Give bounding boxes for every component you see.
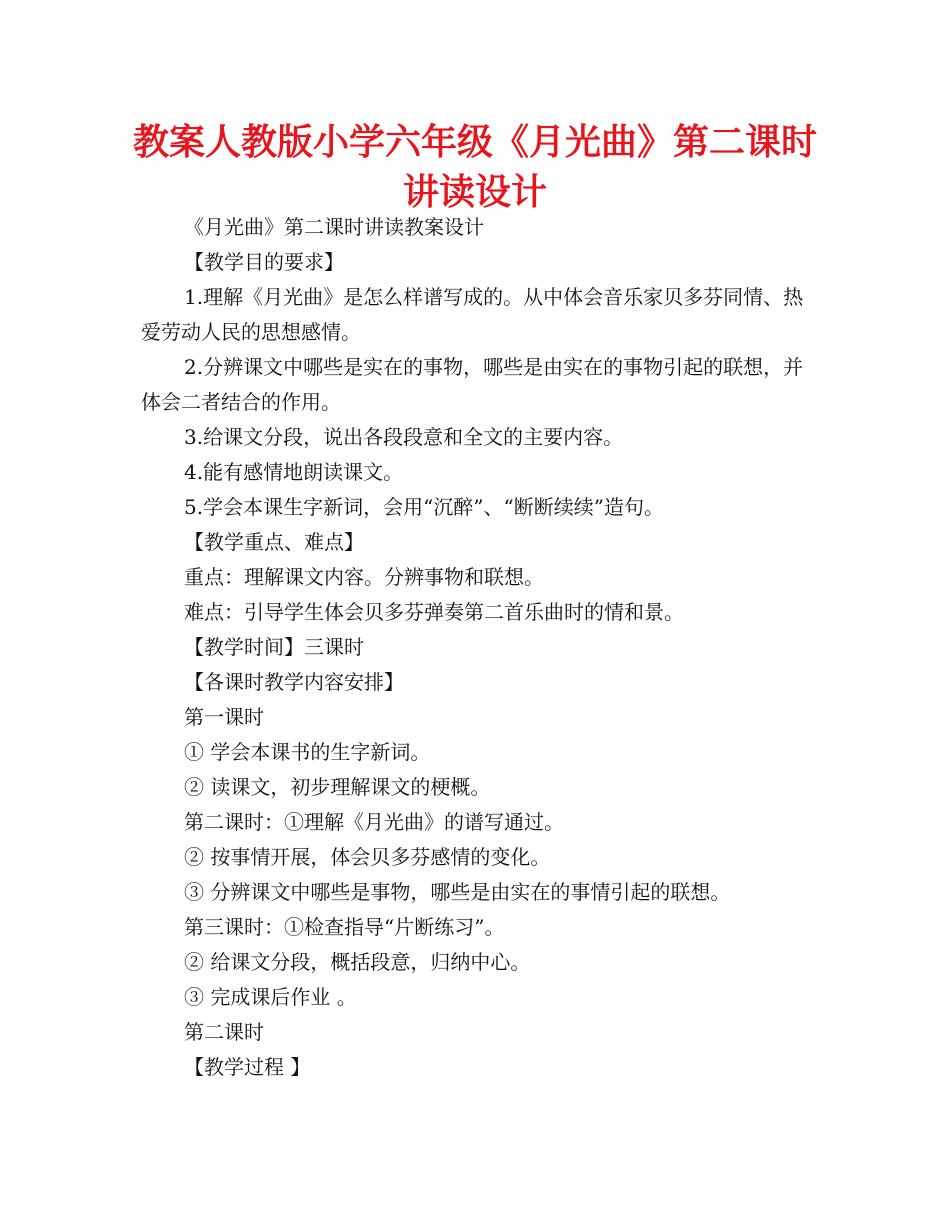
paragraph: 【教学时间】三课时 [184, 635, 364, 659]
paragraph: 2.分辨课文中哪些是实在的事物，哪些是由实在的事物引起的联想，并体会二者结合的作用。 [141, 355, 804, 414]
paragraph: ② 按事情开展，体会贝多芬感情的变化。 [184, 845, 551, 869]
document-body [141, 210, 813, 1085]
paragraph: ② 给课文分段，概括段意，归纳中心。 [184, 950, 531, 974]
paragraph: ① 学会本课书的生字新词。 [184, 740, 431, 764]
paragraph: 《月光曲》第二课时讲读教案设计 [184, 215, 484, 239]
paragraph: 【教学重点、难点】 [184, 530, 364, 554]
paragraph: ③ 分辨课文中哪些是事物，哪些是由实在的事情引起的联想。 [184, 880, 731, 904]
document-title: 教案人教版小学六年级《月光曲》第二课时讲读设计 [132, 122, 817, 213]
paragraph: ② 读课文，初步理解课文的梗概。 [184, 775, 491, 799]
paragraph: 3.给课文分段，说出各段段意和全文的主要内容。 [184, 425, 624, 449]
paragraph: 【教学过程 】 [184, 1055, 311, 1079]
paragraph: 1.理解《月光曲》是怎么样谱写成的。从中体会音乐家贝多芬同情、热爱劳动人民的思想感情。 [141, 285, 804, 344]
paragraph: 【教学目的要求】 [184, 250, 344, 274]
paragraph: 第二课时：①理解《月光曲》的谱写通过。 [184, 810, 564, 834]
paragraph: 4.能有感情地朗读课文。 [184, 460, 404, 484]
paragraph: 5.学会本课生字新词，会用“沉醉”、“断断续续”造句。 [184, 495, 664, 519]
paragraph: 【各课时教学内容安排】 [184, 670, 404, 694]
paragraph: 第一课时 [184, 705, 264, 729]
paragraph: 第三课时：①检查指导“片断练习”。 [184, 915, 505, 939]
paragraph: 重点：理解课文内容。分辨事物和联想。 [184, 565, 544, 589]
paragraph: 第二课时 [184, 1020, 264, 1044]
paragraph: 难点：引导学生体会贝多芬弹奏第二首乐曲时的情和景。 [184, 600, 684, 624]
paragraph: ③ 完成课后作业 。 [184, 985, 357, 1009]
